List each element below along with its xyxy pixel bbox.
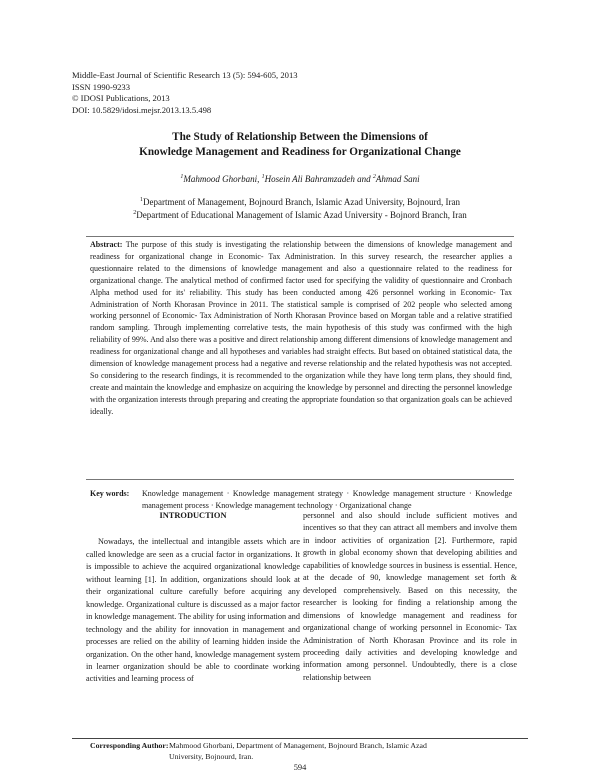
author-list: [72, 174, 528, 184]
author-1: Mahmood Ghorbani,: [183, 174, 262, 184]
intro-paragraph-left: Nowadays, the intellectual and intangible assets which are called knowledge are seen as a crucial factor in organizations. It is impossible to achieve the acquired organizational knowledge without learning [1]. In addition, organizations should look at their organizational culture carefully before acquiring any knowledge. Organizational culture is discussed as a major factor in knowledge management. The ability for using information and technology and the ability for innovation in management and processes are relied on the ability of learning hidden inside the organization. On the other hand, knowledge management system in learner organization should be able to coordinate working activities and learning process of: [86, 537, 300, 684]
affiliation-1: [72, 196, 528, 209]
abstract-text: The purpose of this study is investigating the relationship between the dimensions of knowledge management and readiness for organizational change in Economic- Tax Administration. In this survey research, the researcher applies a questionnaire related to the dimensions of knowledge management and also a questionnaire related to the readiness for organizational change. The analytical method of confirmed factor used for specifying the validity of questionnaire and Cronbach Alpha method used for its' reliability. This study has been conducted among 426 personnel working in Economic- Tax Administration of North Khorasan Province in 2011. The statistical sample is comprised of 202 people who selected among working personnel of Economic- Tax Administration of North Khorasan Province based on Morgan table and a relative stratified random sampling. Through implementing correlative tests, the main hypothesis of this study was confirmed with the high reliability of 99%. And also there was a positive and direct relationship among different dimensions of knowledge management and readiness for organizational change and all hypotheses and variables had straight effects. But based on obtained statistical data, the dimension of knowledge management process had a negative and reverse relationship and the related hypothesis was not accepted. So considering to the research findings, it is recommended to the organization while they have long term plans, they should find, create and maintain the knowledge and emphasize on acquiring the knowledge by personnel and directing the personnel knowledge with the organization interests through preparing and creating the appropriate foundation so that organization goals can be achieved ideally.: [90, 240, 513, 416]
left-column: [86, 510, 300, 686]
affiliation-2-sup: 2: [133, 209, 137, 216]
abstract: [90, 239, 512, 418]
keywords: [90, 488, 512, 511]
abstract-label: Abstract:: [90, 240, 123, 249]
affiliation-1-text: Department of Management, Bojnourd Branch, Islamic Azad University, Bojnourd, Iran: [142, 197, 461, 207]
author-1-sup: 1: [180, 174, 184, 180]
intro-paragraph-right: personnel and also should include sufficient motives and incentives so that they can attract all members and involve them in indoor activities of organization [2]. Furthermore, rapid growth in global economy shown that developing abilities and capabilities of knowledge sources in business is essential. Hence, at the decade of 90, knowledge management set forth & developed comprehensively. Based on this necessity, the researcher is looking for finding a relationship among the dimensions of knowledge management and readiness for organizational change of working personnel in Economic- Tax Administration of North Khorasan Province and its role in proceeding daily activities and developing knowledge and information among personnel. Undoubtedly, there is a close relationship between: [303, 511, 517, 682]
author-2: Hosein Ali Bahramzadeh and: [264, 174, 373, 184]
corresponding-author-text: Mahmood Ghorbani, Department of Management, Bojnourd Branch, Islamic Azad University, Bojnourd, Iran.: [169, 741, 427, 761]
right-column: [303, 510, 517, 684]
footer-divider: [72, 738, 528, 739]
author-3-sup: 2: [372, 174, 376, 180]
title-line-2: Knowledge Management and Readiness for Organizational Change: [139, 146, 461, 158]
affiliations: [72, 196, 528, 221]
author-2-sup: 1: [261, 174, 265, 180]
affiliation-2-text: Department of Educational Management of Islamic Azad University - Bojnord Branch, Iran: [136, 209, 467, 220]
journal-header: [72, 70, 298, 116]
page-number: 594: [293, 763, 307, 772]
paper-title: [72, 130, 528, 160]
keywords-text: Knowledge management · Knowledge management strategy · Knowledge management structure · Knowledge management process · Knowledge management technology · Organizational change: [142, 489, 512, 510]
affiliation-2: [72, 209, 528, 222]
affiliation-1-sup: 1: [139, 197, 143, 203]
journal-doi: DOI: 10.5829/idosi.mejsr.2013.13.5.498: [72, 104, 212, 115]
journal-citation: Middle-East Journal of Scientific Research 13 (5): 594-605, 2013: [72, 70, 298, 80]
section-heading-introduction: INTRODUCTION: [159, 511, 227, 520]
title-line-1: The Study of Relationship Between the Dimensions of: [172, 131, 428, 143]
journal-copyright: © IDOSI Publications, 2013: [72, 93, 170, 104]
corresponding-author-label: Corresponding Author:: [90, 741, 169, 750]
journal-issn: ISSN 1990-9233: [72, 81, 131, 92]
keywords-label: Key words:: [90, 489, 130, 498]
author-3: Ahmad Sani: [375, 174, 420, 184]
